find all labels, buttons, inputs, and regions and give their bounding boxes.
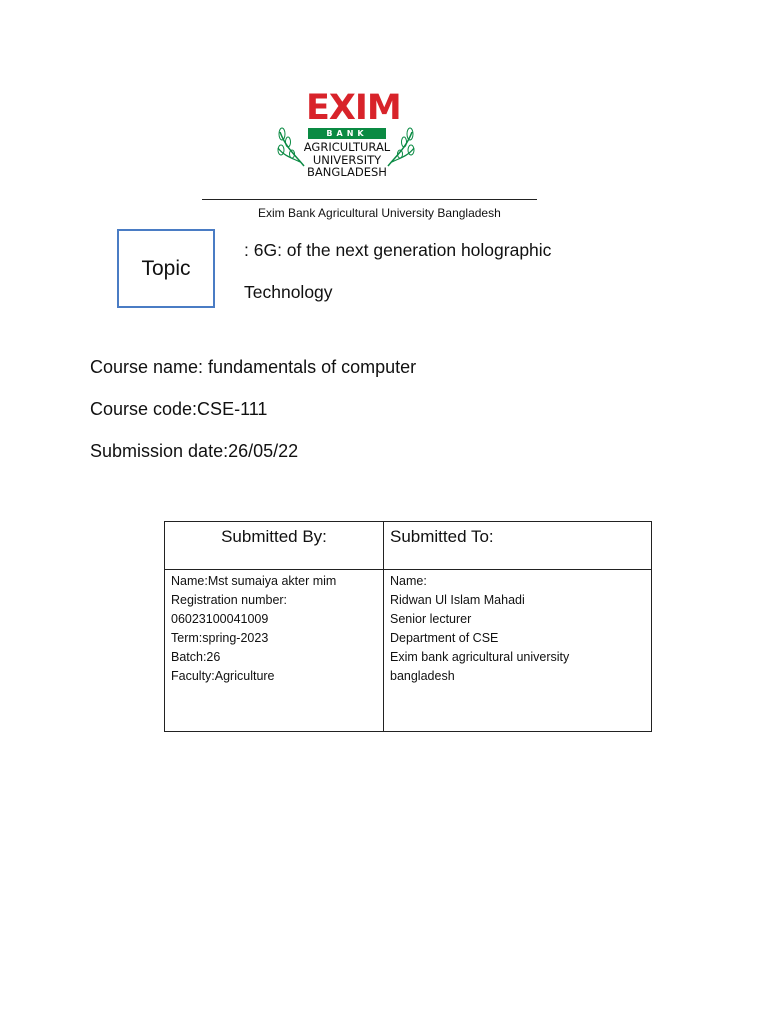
teacher-institution-line-2: bangladesh (390, 669, 455, 683)
logo-line-3: BANGLADESH (307, 165, 387, 179)
submitted-to-header: Submitted To: (384, 522, 652, 570)
rice-plant-icon (386, 118, 416, 168)
table-row (165, 570, 652, 732)
batch: Batch:26 (171, 650, 221, 664)
registration-label: Registration number: (171, 593, 288, 607)
submitted-by-cell (165, 570, 384, 732)
submission-date: Submission date:26/05/22 (90, 441, 299, 461)
logo-line-1: AGRICULTURAL (303, 140, 391, 154)
term: Term:spring-2023 (171, 631, 269, 645)
course-code: Course code:CSE-111 (90, 399, 268, 419)
topic-box (117, 229, 215, 308)
logo-band: BANK (308, 128, 386, 139)
teacher-designation: Senior lecturer (390, 612, 472, 626)
header-divider (202, 199, 537, 200)
submission-table (164, 521, 652, 732)
university-logo (276, 88, 416, 192)
course-name: Course name: fundamentals of computer (90, 357, 417, 377)
logo-text (296, 141, 398, 179)
registration-number: 06023100041009 (171, 612, 269, 626)
teacher-institution-line-1: Exim bank agricultural university (390, 650, 570, 664)
teacher-name-label: Name: (390, 574, 427, 588)
logo-wordmark: EXIM (306, 88, 401, 128)
teacher-department: Department of CSE (390, 631, 499, 645)
topic-label: Topic (141, 256, 191, 280)
faculty: Faculty:Agriculture (171, 669, 275, 683)
table-header-row (165, 522, 652, 570)
logo-line-2: UNIVERSITY (312, 152, 382, 167)
student-name: Name:Mst sumaiya akter mim (171, 574, 337, 588)
institution-name: Exim Bank Agricultural University Bangladesh (258, 206, 501, 220)
topic-title-line-2: Technology (244, 282, 333, 302)
teacher-name: Ridwan Ul Islam Mahadi (390, 593, 525, 607)
submitted-by-header: Submitted By: (165, 522, 384, 570)
topic-title-line-1: : 6G: of the next generation holographic (244, 240, 552, 260)
submitted-to-cell (384, 570, 652, 732)
